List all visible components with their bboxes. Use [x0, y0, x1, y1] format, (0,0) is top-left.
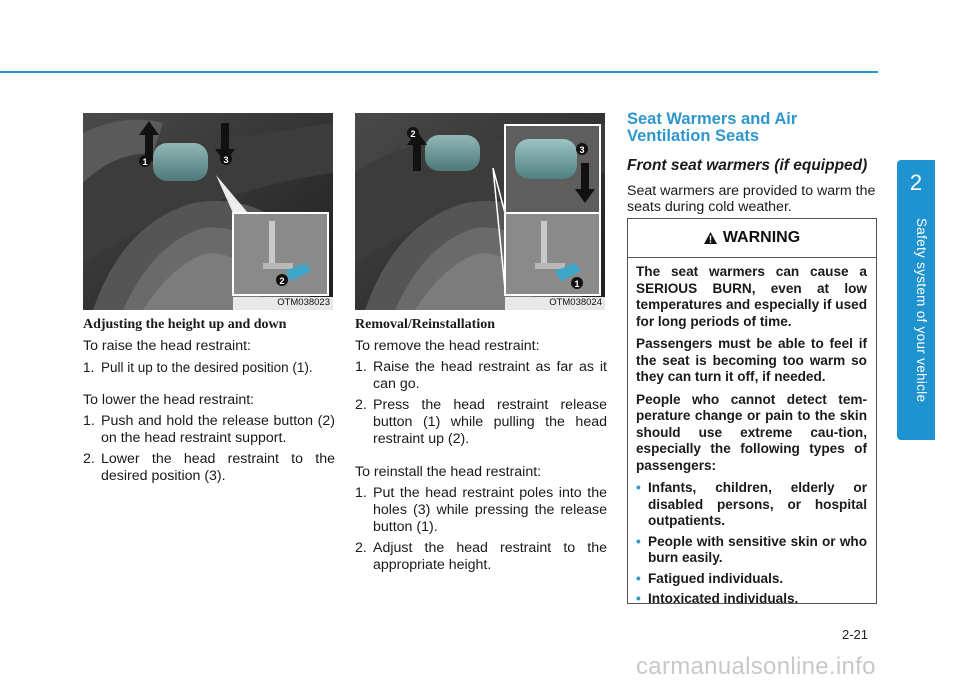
bullet-icon: • — [636, 533, 641, 549]
warning-triangle-icon — [704, 232, 717, 244]
chapter-title: Safety system of your vehicle — [914, 218, 929, 403]
list-item: • Fatigued individuals. — [636, 570, 784, 586]
callout-2: 2 — [410, 129, 416, 139]
callout-2: 2 — [279, 276, 285, 286]
page-number: 2-21 — [842, 627, 869, 642]
warning-paragraph: People who cannot detect tem-perature change or pain to the skin should use extreme cau-tion, especially the following types of passengers: — [636, 391, 867, 473]
reinstall-intro: To reinstall the head restraint: — [355, 464, 542, 480]
list-item: 2. Press the head restraint release button (1) while pulling the head restraint up (2). — [355, 397, 607, 447]
list-item: 2. Lower the head restraint to the desired position (3). — [83, 451, 335, 484]
seat-warmers-section — [627, 111, 879, 229]
list-item: 2. Adjust the head restraint to the appropriate height. — [355, 540, 607, 573]
list-item: 1. Put the head restraint poles into the holes (3) while pressing the release button (1). — [355, 485, 607, 535]
adjust-heading: Adjusting the height up and down — [83, 317, 287, 332]
list-item: 1. Push and hold the release button (2) on the head restraint support. — [83, 413, 335, 446]
warning-box — [627, 218, 877, 604]
list-item: 1. Pull it up to the desired position (1). — [83, 360, 313, 375]
remove-intro: To remove the head restraint: — [355, 338, 540, 354]
figure-code: OTM038023 — [277, 297, 330, 308]
bullet-icon: • — [636, 591, 641, 606]
section-title: Seat Warmers and Air Ventilation Seats — [627, 110, 798, 145]
watermark[interactable]: carmanualsonline.info — [636, 653, 876, 680]
list-item: • Infants, children, elderly or disabled persons, or hospital outpatients. — [636, 480, 867, 528]
section-body: Seat warmers are provided to warm the seats during cold weather. — [627, 183, 876, 215]
callout-3: 3 — [579, 145, 585, 155]
removal-section — [355, 316, 607, 578]
list-item: 1. Raise the head restraint as far as it can go. — [355, 359, 607, 392]
bullet-icon: • — [636, 480, 641, 495]
list-item: • People with sensitive skin or who burn easily. — [636, 533, 867, 565]
warning-body — [628, 258, 876, 608]
bullet-icon: • — [636, 570, 641, 586]
chapter-number: 2 — [909, 170, 923, 195]
warning-label: WARNING — [722, 229, 801, 246]
figure-code: OTM038024 — [549, 297, 602, 308]
header-rule — [0, 71, 878, 73]
callout-3: 3 — [223, 155, 229, 165]
section-subtitle: Front seat warmers (if equipped) — [627, 157, 868, 174]
list-item: • Intoxicated individuals. — [636, 591, 799, 606]
warning-paragraph: Passengers must be able to feel if the seat is becoming too warm so they can turn it off, if needed. — [636, 336, 867, 384]
raise-intro: To raise the head restraint: — [83, 338, 251, 354]
callout-1: 1 — [574, 279, 580, 289]
seat-illustration-1 — [83, 113, 333, 310]
callout-1: 1 — [142, 157, 148, 167]
chapter-tab — [897, 160, 935, 440]
warning-paragraph: The seat warmers can cause a SERIOUS BURN, even at low temperatures and especially if used for long periods of time. — [636, 264, 867, 329]
seat-illustration-2 — [355, 113, 605, 310]
lower-intro: To lower the head restraint: — [83, 392, 255, 408]
removal-heading: Removal/Reinstallation — [355, 317, 495, 332]
warning-header — [628, 219, 876, 257]
figure-head-restraint-removal — [355, 113, 605, 310]
figure-head-restraint-adjust — [83, 113, 333, 310]
adjust-section — [83, 316, 335, 489]
